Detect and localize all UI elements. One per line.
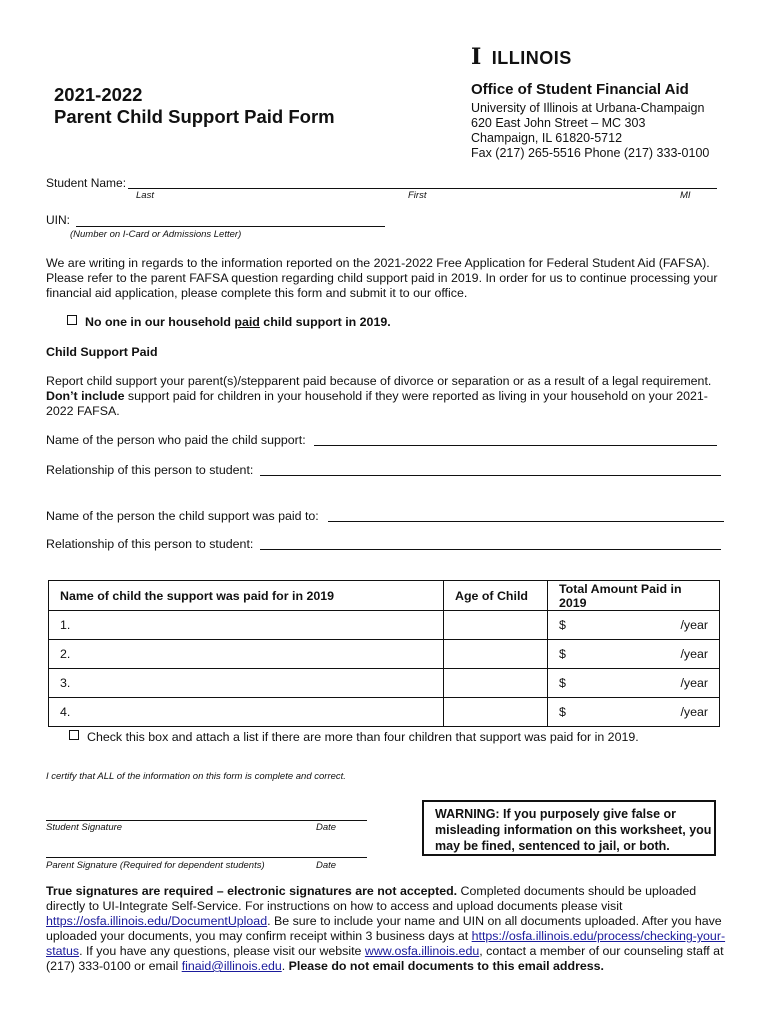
report-paragraph: Report child support your parent(s)/stepparent paid because of divorce or separation or as a result of a legal requirement. Don’t include support paid for children in your household if they were reported as living in your household on your 2021-2022 FAFSA. (46, 374, 712, 418)
column-header: Total Amount Paid in 2019 (548, 581, 720, 611)
child-name-cell[interactable]: 1. (49, 611, 444, 640)
office-title: Office of Student Financial Aid (471, 81, 689, 98)
parent-date-label: Date (316, 860, 337, 871)
uin-label: UIN: (46, 213, 70, 227)
student-name-label: Student Name: (46, 176, 127, 190)
payer-name-field[interactable] (314, 445, 717, 446)
form-year: 2021-2022 (54, 84, 143, 105)
payee-relationship-label: Relationship of this person to student: (46, 537, 254, 551)
logo-wordmark: ILLINOIS (491, 48, 572, 68)
warning-text: WARNING: If you purposely give false or misleading information on this worksheet, you may be fined, sentenced to jail, or both. (435, 807, 712, 853)
payer-relationship-field[interactable] (260, 475, 721, 476)
payer-name-label: Name of the person who paid the child support: (46, 433, 306, 447)
checking-status-link[interactable]: https://osfa.illinois.edu/process/checking-your-status (46, 929, 726, 958)
amount-cell[interactable]: $ /year (548, 611, 720, 640)
address-line: Champaign, IL 61820-5712 (471, 131, 623, 145)
table-row (49, 611, 720, 640)
no-support-checkbox[interactable] (67, 315, 77, 325)
children-table (48, 580, 720, 727)
footer-paragraph: True signatures are required – electronic signatures are not accepted. Completed documents should be uploaded directly to UI-Integrate Self-Service. For instructions on how to access and upload documents please visit https://osfa.illinois.edu/DocumentUpload. Be sure to include your name and UIN on all documents uploaded. After you have uploaded your documents, you may confirm receipt within 3 business days at https://osfa.illinois.edu/process/checking-your-status. If you have any questions, please visit our website www.osfa.illinois.edu, contact a member of our counseling staff at (217) 333-0100 or email finaid@illinois.edu. Please do not email documents to this email address. (46, 884, 726, 973)
table-row (49, 698, 720, 727)
student-signature-label: Student Signature (46, 822, 123, 833)
illinois-logo (471, 44, 572, 70)
address-line: 620 East John Street – MC 303 (471, 116, 646, 130)
child-age-cell[interactable] (444, 669, 548, 698)
child-name-cell[interactable]: 4. (49, 698, 444, 727)
child-age-cell[interactable] (444, 611, 548, 640)
amount-cell[interactable]: $ /year (548, 698, 720, 727)
student-date-label: Date (316, 822, 337, 833)
child-name-cell[interactable]: 2. (49, 640, 444, 669)
mi-hint: MI (680, 190, 691, 201)
last-name-hint: Last (136, 190, 154, 201)
payee-name-label: Name of the person the child support was paid to: (46, 509, 319, 523)
payer-relationship-label: Relationship of this person to student: (46, 463, 254, 477)
section-title: Child Support Paid (46, 345, 158, 359)
uin-hint: (Number on I-Card or Admissions Letter) (70, 229, 242, 240)
column-header: Age of Child (444, 581, 548, 611)
uin-field[interactable] (76, 226, 385, 227)
address-line: Fax (217) 265-5516 Phone (217) 333-0100 (471, 146, 710, 160)
block-i-icon: I (471, 44, 482, 70)
form-title: Parent Child Support Paid Form (54, 106, 335, 127)
payee-name-field[interactable] (328, 521, 724, 522)
amount-cell[interactable]: $ /year (548, 640, 720, 669)
more-children-checkbox[interactable] (69, 730, 79, 740)
payee-relationship-field[interactable] (260, 549, 721, 550)
address-line: University of Illinois at Urbana-Champaign (471, 101, 705, 115)
student-signature-field[interactable] (46, 820, 367, 821)
table-row (49, 640, 720, 669)
table-header-row (49, 581, 720, 611)
table-row (49, 669, 720, 698)
certification-statement: I certify that ALL of the information on this form is complete and correct. (46, 771, 346, 782)
student-name-field[interactable] (128, 188, 717, 189)
no-support-option[interactable]: No one in our household paid child support in 2019. (67, 315, 391, 330)
document-upload-link[interactable]: https://osfa.illinois.edu/DocumentUpload (46, 914, 268, 928)
warning-box (422, 800, 716, 856)
child-name-cell[interactable]: 3. (49, 669, 444, 698)
child-age-cell[interactable] (444, 698, 548, 727)
intro-paragraph: We are writing in regards to the information reported on the 2021-2022 Free Application for Federal Student Aid (FAFSA). Please refer to the parent FAFSA question regarding child support paid in 2019. In order for us to continue processing your financial aid application, please complete this form and submit it to our office. (46, 256, 718, 300)
website-link[interactable]: www.osfa.illinois.edu (364, 944, 480, 958)
first-name-hint: First (408, 190, 427, 201)
parent-signature-field[interactable] (46, 857, 367, 858)
more-children-option[interactable]: Check this box and attach a list if there are more than four children that support was paid for in 2019. (69, 730, 639, 745)
form-title-block (54, 84, 335, 128)
child-age-cell[interactable] (444, 640, 548, 669)
office-block (471, 81, 709, 161)
office-address (471, 101, 709, 161)
column-header: Name of child the support was paid for in 2019 (49, 581, 444, 611)
amount-cell[interactable]: $ /year (548, 669, 720, 698)
parent-signature-label: Parent Signature (Required for dependent students) (46, 860, 265, 871)
email-link[interactable]: finaid@illinois.edu (181, 959, 282, 973)
